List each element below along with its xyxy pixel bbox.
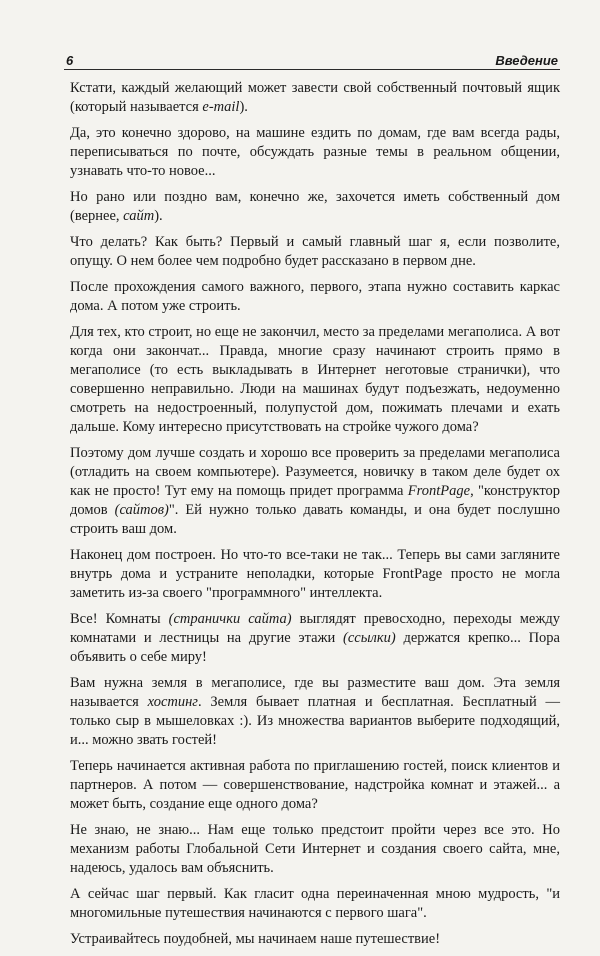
italic-run: FrontPage <box>407 483 471 499</box>
text-run: ). <box>239 99 248 115</box>
text-run: Все! Комнаты <box>70 611 169 627</box>
text-run: После прохождения самого важного, первого, этапа нужно составить каркас дома. А потом уже строить. <box>70 279 560 314</box>
section-title: Введение <box>495 53 558 68</box>
italic-run: e-mail <box>202 99 240 115</box>
text-run: . Земля бывает платная и бесплатная. Бесплатный — только сыр в мышеловках :). Из множества вариантов выберите подходящий, и... можно звать гостей! <box>70 694 561 748</box>
body-text <box>70 79 560 956</box>
text-run: ". Ей нужно только давать команды, и она будет послушно строить ваш дом. <box>70 502 560 537</box>
text-run: держатся крепко... Пора объявить о себе миру! <box>70 630 560 665</box>
text-run: ). <box>154 208 163 224</box>
text-run: Для тех, кто строит, но еще не закончил, место за пределами мегаполиса. А вот когда они закончат... Правда, многие сразу начинают строить прямо в мегаполисе (то есть выкладывать в Интернет неготовые странички), что совершенно неправильно. Люди на машинах будут подъезжать, недоуменно смотреть на недостроенный, полупустой дом, пожимать плечами и ехать дальше. Кому интересно присутствовать на стройке чужого дома? <box>70 324 560 435</box>
paragraph <box>70 610 560 667</box>
paragraph <box>70 79 560 117</box>
text-run: Устраивайтесь поудобней, мы начинаем наше путешествие! <box>70 931 441 947</box>
text-run: Да, это конечно здорово, на машине ездить по домам, где вам всегда рады, переписываться по почте, обсуждать разные темы в реальном общении, узнавать что-то новое... <box>70 125 560 179</box>
paragraph <box>70 124 560 181</box>
paragraph <box>70 674 560 750</box>
text-run: выглядят превосходно, переходы между комнатами и лестницы на другие этажи <box>70 611 560 646</box>
text-run: Вам нужна земля в мегаполисе, где вы разместите ваш дом. Эта земля называется <box>70 675 560 710</box>
paragraph <box>70 930 560 949</box>
paragraph <box>70 885 560 923</box>
paragraph <box>70 233 560 271</box>
paragraph <box>70 323 560 437</box>
text-run: А сейчас шаг первый. Как гласит одна переиначенная мною мудрость, "и многомильные путешествия начинаются с первого шага". <box>70 886 560 921</box>
text-run: Не знаю, не знаю... Нам еще только предстоит пройти через все это. Но механизм работы Глобальной Сети Интернет и создания своего сайта, мне, надеюсь, удалось вам объяснить. <box>70 822 560 876</box>
text-run: Теперь начинается активная работа по приглашению гостей, поиск клиентов и партнеров. А потом — совершенствование, надстройка комнат и этажей... а может быть, создание еще одного дома? <box>70 758 560 812</box>
page-number: 6 <box>66 53 74 68</box>
text-run: Поэтому дом лучше создать и хорошо все проверить за пределами мегаполиса (отладить на своем компьютере). Разумеется, новичку в таком деле будет ох как не просто! Тут ему на помощь придет программа <box>70 445 560 499</box>
italic-run: сайт <box>123 208 155 224</box>
paragraph <box>70 188 560 226</box>
italic-run: (сайтов) <box>114 502 169 518</box>
text-run: Наконец дом построен. Но что-то все-таки не так... Теперь вы сами загляните внутрь дома и устраните неполадки, которые FrontPage просто не могла заметить из-за своего "программного" интеллекта. <box>70 547 560 601</box>
text-run: Но рано или поздно вам, конечно же, захочется иметь собственный дом (вернее, <box>70 189 560 224</box>
text-run: , "конструктор домов <box>70 483 561 518</box>
text-run: Кстати, каждый желающий может завести свой собственный почтовый ящик (который называется <box>70 80 560 115</box>
italic-run: хостинг <box>147 694 198 710</box>
paragraph <box>70 757 560 814</box>
paragraph <box>70 444 560 539</box>
text-run: Что делать? Как быть? Первый и самый главный шаг я, если позволите, опущу. О нем более чем подробно будет рассказано в первом дне. <box>70 234 560 269</box>
paragraph <box>70 821 560 878</box>
italic-run: (ссылки) <box>343 630 396 646</box>
paragraph <box>70 546 560 603</box>
italic-run: (странички сайта) <box>168 611 292 627</box>
running-header <box>64 53 560 70</box>
paragraph <box>70 278 560 316</box>
